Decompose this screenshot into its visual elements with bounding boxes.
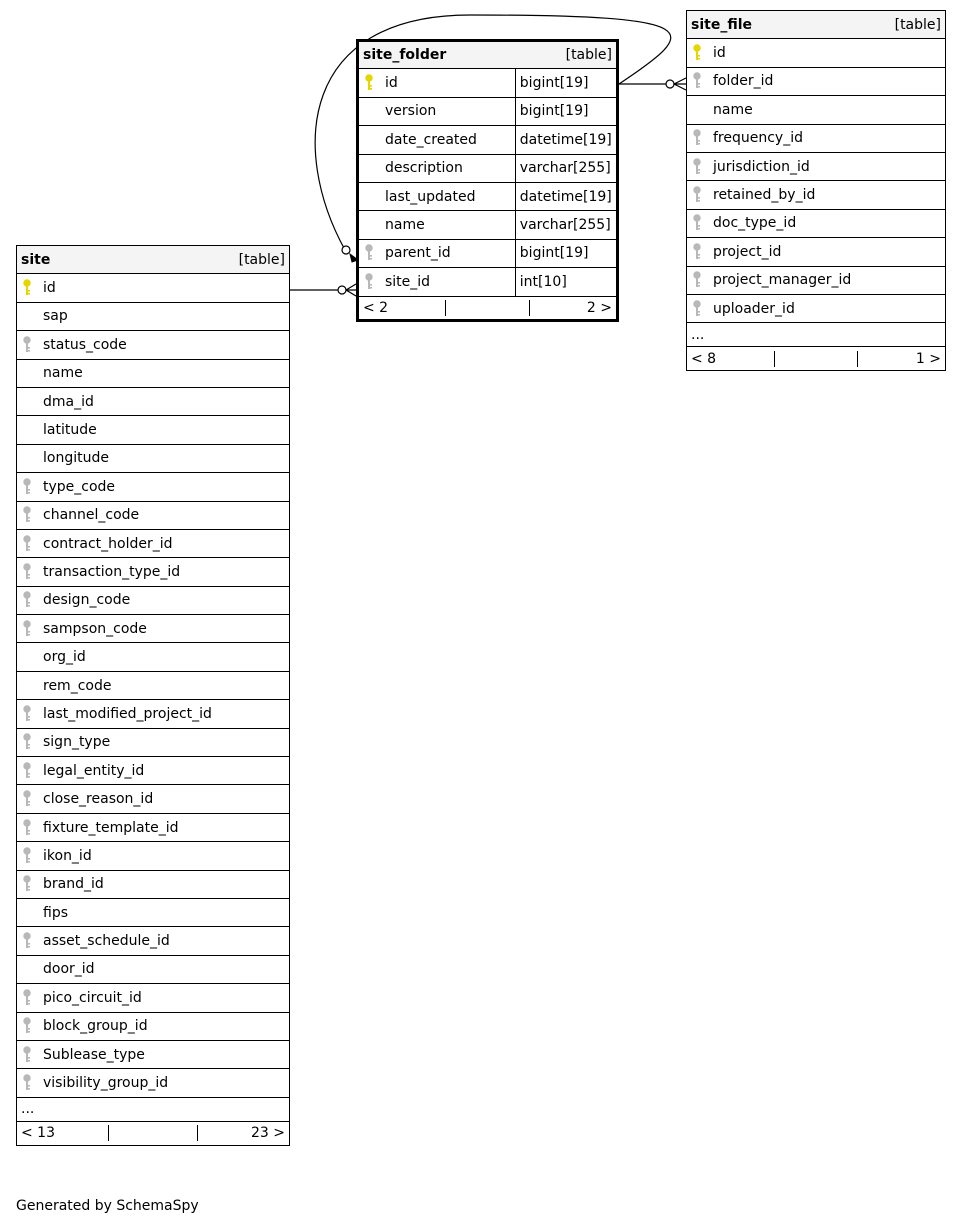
column-type: bigint[19] [515, 239, 617, 267]
column-row-project-manager-id[interactable] [687, 266, 946, 294]
column-row-fips[interactable] [17, 898, 290, 926]
column-name: parent_id [385, 245, 451, 262]
table-type: [table] [565, 47, 612, 64]
column-row-sap[interactable] [17, 302, 290, 330]
column-type: varchar[255] [515, 211, 617, 239]
more-columns-ellipsis: ... [687, 323, 946, 347]
edge-site-to-site-folder-optional-marker [338, 286, 346, 294]
column-name: contract_holder_id [43, 535, 173, 552]
column-row-sign-type[interactable] [17, 728, 290, 756]
column-row-dma-id[interactable] [17, 387, 290, 415]
foreign-key-icon [21, 477, 37, 497]
foreign-key-icon [21, 931, 37, 951]
column-row-transaction-type-id[interactable] [17, 558, 290, 586]
column-type: varchar[255] [515, 154, 617, 182]
edge-site-folder-to-site-file-optional-marker [666, 80, 674, 88]
column-name: site_id [385, 273, 431, 290]
foreign-key-icon [21, 335, 37, 355]
column-row-sublease-type[interactable] [17, 1040, 290, 1068]
column-row-longitude[interactable] [17, 444, 290, 472]
relationship-nav-row [17, 1121, 290, 1145]
column-name: visibility_group_id [43, 1075, 169, 1092]
children-count-link[interactable]: 2 > [586, 299, 612, 316]
edge-self-reference-optional-marker [342, 246, 350, 254]
column-row-asset-schedule-id[interactable] [17, 927, 290, 955]
foreign-key-icon [691, 71, 707, 91]
parents-count-link[interactable]: < 2 [363, 299, 389, 316]
column-row-last-modified-project-id[interactable] [17, 700, 290, 728]
column-row-door-id[interactable] [17, 955, 290, 983]
foreign-key-icon [21, 761, 37, 781]
column-row-design-code[interactable] [17, 586, 290, 614]
column-row-frequency-id[interactable] [687, 124, 946, 152]
column-name: id [43, 280, 56, 297]
column-name: design_code [43, 592, 131, 609]
nav-divider [108, 1125, 197, 1141]
column-name: description [385, 160, 463, 177]
column-row-org-id[interactable] [17, 643, 290, 671]
column-row-description[interactable] [358, 154, 618, 182]
column-type: bigint[19] [515, 97, 617, 125]
column-row-name[interactable] [17, 359, 290, 387]
column-name: channel_code [43, 507, 140, 524]
column-row-rem-code[interactable] [17, 671, 290, 699]
column-name: sampson_code [43, 620, 147, 637]
site-file-table[interactable] [686, 10, 946, 371]
column-row-ikon-id[interactable] [17, 842, 290, 870]
column-name: sign_type [43, 734, 111, 751]
column-type: datetime[19] [515, 126, 617, 154]
column-name: fixture_template_id [43, 819, 179, 836]
column-row-close-reason-id[interactable] [17, 785, 290, 813]
foreign-key-icon [21, 1073, 37, 1093]
column-name: doc_type_id [713, 215, 797, 232]
column-name: Sublease_type [43, 1046, 145, 1063]
column-name: status_code [43, 336, 127, 353]
column-row-brand-id[interactable] [17, 870, 290, 898]
column-type: datetime[19] [515, 182, 617, 210]
more-columns-row[interactable] [687, 323, 946, 347]
foreign-key-icon [691, 157, 707, 177]
table-type: [table] [894, 16, 941, 33]
site-folder-header[interactable] [358, 41, 618, 69]
parents-count-link[interactable]: < 13 [21, 1125, 55, 1142]
column-name: id [713, 45, 726, 62]
foreign-key-icon [21, 562, 37, 582]
foreign-key-icon [21, 619, 37, 639]
foreign-key-icon [21, 818, 37, 838]
column-name: name [713, 101, 753, 118]
foreign-key-icon [21, 590, 37, 610]
column-row-visibility-group-id[interactable] [17, 1069, 290, 1097]
foreign-key-icon [21, 732, 37, 752]
column-row-doc-type-id[interactable] [687, 209, 946, 237]
column-row-date-created[interactable] [358, 126, 618, 154]
site-header[interactable] [17, 246, 290, 274]
foreign-key-icon [691, 213, 707, 233]
foreign-key-icon [691, 299, 707, 319]
column-name: retained_by_id [713, 187, 816, 204]
site-folder-table[interactable] [356, 39, 619, 322]
foreign-key-icon [21, 988, 37, 1008]
column-name: type_code [43, 478, 116, 495]
relationship-nav-row [358, 296, 618, 320]
foreign-key-icon [21, 505, 37, 525]
foreign-key-icon [691, 185, 707, 205]
column-row-project-id[interactable] [687, 238, 946, 266]
column-name: frequency_id [713, 130, 803, 147]
column-name: name [43, 365, 83, 382]
column-row-last-updated[interactable] [358, 182, 618, 210]
foreign-key-icon [21, 789, 37, 809]
generated-by-footer: Generated by SchemaSpy [16, 1198, 199, 1214]
column-name: transaction_type_id [43, 563, 181, 580]
table-name: site_file [691, 16, 752, 33]
column-row-block-group-id[interactable] [17, 1012, 290, 1040]
table-type: [table] [238, 251, 285, 268]
primary-key-icon [363, 73, 379, 93]
column-name: ikon_id [43, 847, 92, 864]
foreign-key-icon [691, 270, 707, 290]
column-row-version[interactable] [358, 97, 618, 125]
foreign-key-icon [21, 534, 37, 554]
primary-key-icon [691, 43, 707, 63]
column-name: door_id [43, 961, 95, 978]
column-row-pico-circuit-id[interactable] [17, 984, 290, 1012]
column-row-id[interactable] [687, 39, 946, 67]
table-name: site_folder [363, 47, 447, 64]
column-name: dma_id [43, 393, 94, 410]
column-row-type-code[interactable] [17, 473, 290, 501]
column-row-channel-code[interactable] [17, 501, 290, 529]
column-name: block_group_id [43, 1018, 148, 1035]
table-name: site [21, 251, 51, 268]
foreign-key-icon [363, 272, 379, 292]
foreign-key-icon [21, 704, 37, 724]
column-row-id[interactable] [358, 69, 618, 97]
column-row-folder-id[interactable] [687, 67, 946, 95]
column-name: legal_entity_id [43, 762, 145, 779]
column-name: name [385, 217, 425, 234]
column-name: asset_schedule_id [43, 933, 170, 950]
primary-key-icon [21, 278, 37, 298]
column-name: org_id [43, 649, 86, 666]
more-columns-row[interactable] [17, 1097, 290, 1121]
column-row-id[interactable] [17, 274, 290, 302]
column-name: project_manager_id [713, 272, 852, 289]
column-row-name[interactable] [687, 96, 946, 124]
foreign-key-icon [21, 1045, 37, 1065]
foreign-key-icon [21, 846, 37, 866]
edge-site-folder-to-site-file-crowfoot [674, 78, 686, 90]
column-name: date_created [385, 131, 477, 148]
column-name: close_reason_id [43, 791, 154, 808]
more-columns-ellipsis: ... [17, 1097, 290, 1121]
children-count-link[interactable]: 23 > [250, 1125, 285, 1142]
site-file-header[interactable] [687, 11, 946, 39]
column-name: pico_circuit_id [43, 989, 142, 1006]
column-row-fixture-template-id[interactable] [17, 813, 290, 841]
column-name: brand_id [43, 876, 104, 893]
foreign-key-icon [21, 874, 37, 894]
foreign-key-icon [691, 128, 707, 148]
column-name: folder_id [713, 73, 774, 90]
column-name: last_updated [385, 188, 476, 205]
nav-divider [445, 300, 529, 316]
column-row-retained-by-id[interactable] [687, 181, 946, 209]
nav-divider [774, 351, 859, 367]
column-name: rem_code [43, 677, 112, 694]
column-row-legal-entity-id[interactable] [17, 757, 290, 785]
column-name: longitude [43, 450, 109, 467]
site-table[interactable] [16, 245, 290, 1146]
column-name: fips [43, 904, 68, 921]
column-row-status-code[interactable] [17, 331, 290, 359]
relationship-nav-row [687, 347, 946, 371]
column-type: int[10] [515, 268, 617, 296]
column-name: last_modified_project_id [43, 705, 212, 722]
column-name: id [385, 75, 398, 92]
column-row-name[interactable] [358, 211, 618, 239]
column-row-contract-holder-id[interactable] [17, 529, 290, 557]
column-name: version [385, 103, 437, 120]
column-name: sap [43, 308, 68, 325]
column-row-sampson-code[interactable] [17, 615, 290, 643]
column-name: project_id [713, 243, 782, 260]
foreign-key-icon [21, 1016, 37, 1036]
column-name: uploader_id [713, 300, 795, 317]
foreign-key-icon [363, 243, 379, 263]
column-row-parent-id[interactable] [358, 239, 618, 267]
parents-count-link[interactable]: < 8 [691, 350, 717, 367]
column-row-jurisdiction-id[interactable] [687, 152, 946, 180]
edge-site-to-site-folder-crowfoot [346, 284, 356, 296]
children-count-link[interactable]: 1 > [915, 350, 942, 367]
column-name: jurisdiction_id [713, 158, 810, 175]
column-name: latitude [43, 422, 97, 439]
column-row-latitude[interactable] [17, 416, 290, 444]
column-row-uploader-id[interactable] [687, 294, 946, 322]
column-type: bigint[19] [515, 69, 617, 97]
column-row-site-id[interactable] [358, 268, 618, 296]
foreign-key-icon [691, 242, 707, 262]
